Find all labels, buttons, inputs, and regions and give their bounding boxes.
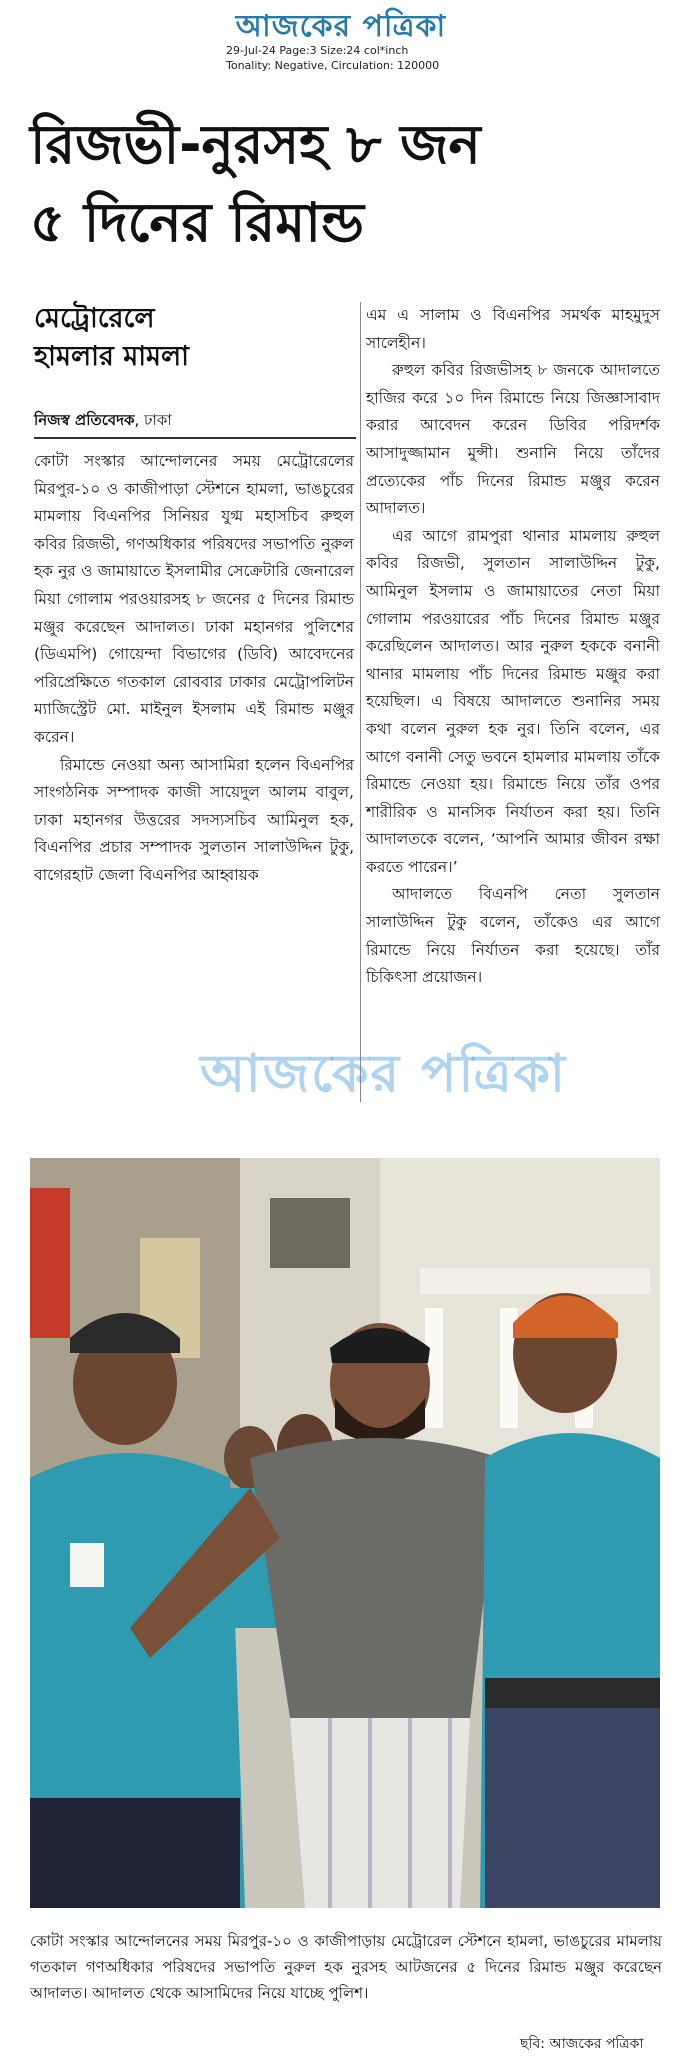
headline	[30, 106, 660, 262]
byline	[34, 409, 172, 434]
newspaper-logo: আজকের পত্রিকা	[235, 9, 447, 44]
byline-place: , ঢাকা	[134, 411, 172, 429]
subheadline-line1: মেট্রোরেলে	[34, 303, 155, 334]
article-paragraph: আদালতে বিএনপি নেতা সুলতান সালাউদ্দিন টুকু বলেন, তাঁকেও এর আগে রিমান্ডে নিয়ে নির্যাতন করা হয়েছে। তাঁর চিকিৎসা প্রয়োজন।	[366, 885, 660, 987]
column-divider	[360, 302, 361, 1102]
newspaper-watermark: আজকের পত্রিকা	[200, 1043, 567, 1104]
headline-line1: রিজভী-নুরসহ ৮ জন	[30, 113, 481, 176]
subheadline-line2: হামলার মামলা	[34, 341, 189, 372]
byline-divider	[34, 437, 356, 439]
article-paragraph: এম এ সালাম ও বিএনপির সমর্থক মাহমুদুস সালেহীন।	[366, 306, 660, 352]
news-photo-illustration	[30, 1158, 660, 1908]
byline-author: নিজস্ব প্রতিবেদক	[34, 411, 135, 429]
subheadline	[34, 300, 354, 376]
article-paragraph: রিমান্ডে নেওয়া অন্য আসামিরা হলেন বিএনপির সাংগঠনিক সম্পাদক কাজী সায়েদুল আলম বাবুল, ঢাকা মহানগর উত্তরের সদস্যসচিব আমিনুল হক, বিএনপির প্রচার সম্পাদক সুলতান সালাউদ্দিন টুকু, বাগেরহাট জেলা বিএনপির আহ্বায়ক	[34, 755, 354, 884]
news-photo	[30, 1158, 660, 1908]
article-paragraph: কোটা সংস্কার আন্দোলনের সময় মেট্রোরেলের মিরপুর-১০ ও কাজীপাড়া স্টেশনে হামলা, ভাঙচুরের মামলায় বিএনপির সিনিয়র যুগ্ম মহাসচিব রুহুল কবির রিজভী, গণঅধিকার পরিষদের সভাপতি নুরুল হক নুর ও জামায়াতে ইসলামীর সেক্রেটারি জেনারেল মিয়া গোলাম পরওয়ারসহ ৮ জনের ৫ দিনের রিমান্ড মঞ্জুর করেছেন আদালত। ঢাকা মহানগর পুলিশের (ডিএমপি) গোয়েন্দা বিভাগের (ডিবি) আবেদনের পরিপ্রেক্ষিতে গতকাল রোববার ঢাকার মেট্রোপলিটন ম্যাজিস্ট্রেট মো. মাইনুল ইসলাম এই রিমান্ড মঞ্জুর করেন।	[34, 452, 354, 746]
headline-line2: ৫ দিনের রিমান্ড	[30, 191, 365, 254]
masthead	[0, 0, 682, 78]
article-column-2	[366, 302, 660, 992]
article-column-1	[34, 448, 354, 890]
article-paragraph: রুহুল কবির রিজভীসহ ৮ জনকে আদালতে হাজির করে ১০ দিন রিমান্ডে নিয়ে জিজ্ঞাসাবাদ করার আবেদন করেন ডিবির পরিদর্শক আসাদুজ্জামান মুন্সী। শুনানি নিয়ে তাঁদের প্রত্যেকের পাঁচ দিনের রিমান্ড মঞ্জুর করেন আদালত।	[366, 361, 660, 518]
clipping-meta-line2: Tonality: Negative, Circulation: 120000	[226, 59, 440, 72]
clipping-meta-line1: 29-Jul-24 Page:3 Size:24 col*inch	[226, 44, 409, 57]
article-paragraph: এর আগে রামপুরা থানার মামলায় রুহুল কবির রিজভী, সুলতান সালাউদ্দিন টুকু, আমিনুল ইসলাম ও জামায়াতের নেতা মিয়া গোলাম পরওয়ারের পাঁচ দিনের রিমান্ড মঞ্জুর করেছিলেন আদালত। আর নুরুল হককে বনানী থানার মামলায় পাঁচ দিনের রিমান্ড মঞ্জুর করা হয়েছিল। এ বিষয়ে আদালতে শুনানির সময় কথা বলেন নুরুল হক নুর। তিনি বলেন, এর আগে বনানী সেতু ভবনে হামলার মামলায় তাঁকে রিমান্ডে নেওয়া হয়। রিমান্ডে নিয়ে তাঁর ওপর শারীরিক ও মানসিক নির্যাতন করা হয়। তিনি আদালতকে বলেন, ‘আপনি আমার জীবন রক্ষা করতে পারেন।’	[366, 526, 660, 876]
photo-caption: কোটা সংস্কার আন্দোলনের সময় মিরপুর-১০ ও কাজীপাড়ায় মেট্রোরেল স্টেশনে হামলা, ভাঙচুরের মামলায় গতকাল গণঅধিকার পরিষদের সভাপতি নুরুল হক নুরসহ আটজনের ৫ দিনের রিমান্ড মঞ্জুর করেছেন আদালত। আদালত থেকে আসামিদের নিয়ে যাচ্ছে পুলিশ।	[30, 1932, 662, 2002]
photo-credit: ছবি: আজকের পত্রিকা	[520, 2036, 644, 2052]
